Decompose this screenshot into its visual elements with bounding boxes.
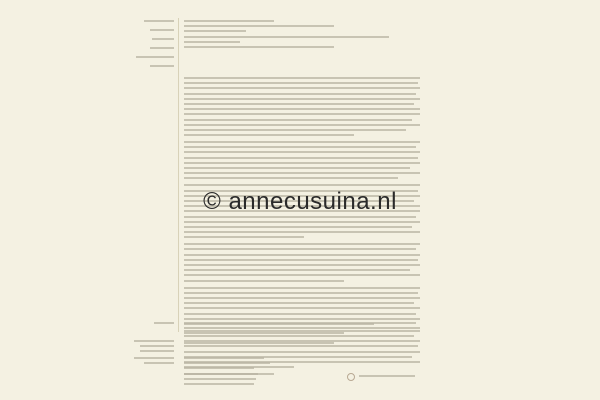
label-papier bbox=[130, 47, 174, 52]
publisher-address bbox=[184, 357, 420, 388]
column-divider bbox=[178, 18, 179, 332]
header-values bbox=[184, 20, 420, 51]
paragraph bbox=[184, 243, 420, 281]
label-herausgeber bbox=[130, 357, 174, 367]
label-anlass bbox=[130, 65, 174, 70]
paragraph bbox=[184, 77, 420, 136]
label-entwurf bbox=[130, 20, 174, 25]
label-entwurf-erstdruckstempel bbox=[130, 340, 174, 356]
watermark: © annecusuina.nl bbox=[203, 188, 397, 215]
seal-icon bbox=[347, 373, 355, 381]
seal-caption bbox=[359, 375, 415, 380]
paragraph bbox=[184, 287, 420, 325]
motiv-value bbox=[184, 322, 420, 338]
erstdruckstempel-value bbox=[184, 342, 420, 347]
label-ausgabetag bbox=[130, 56, 174, 61]
label-motiv bbox=[130, 322, 174, 327]
label-druck bbox=[130, 29, 174, 34]
paragraph bbox=[184, 141, 420, 179]
label-groesse bbox=[130, 38, 174, 43]
